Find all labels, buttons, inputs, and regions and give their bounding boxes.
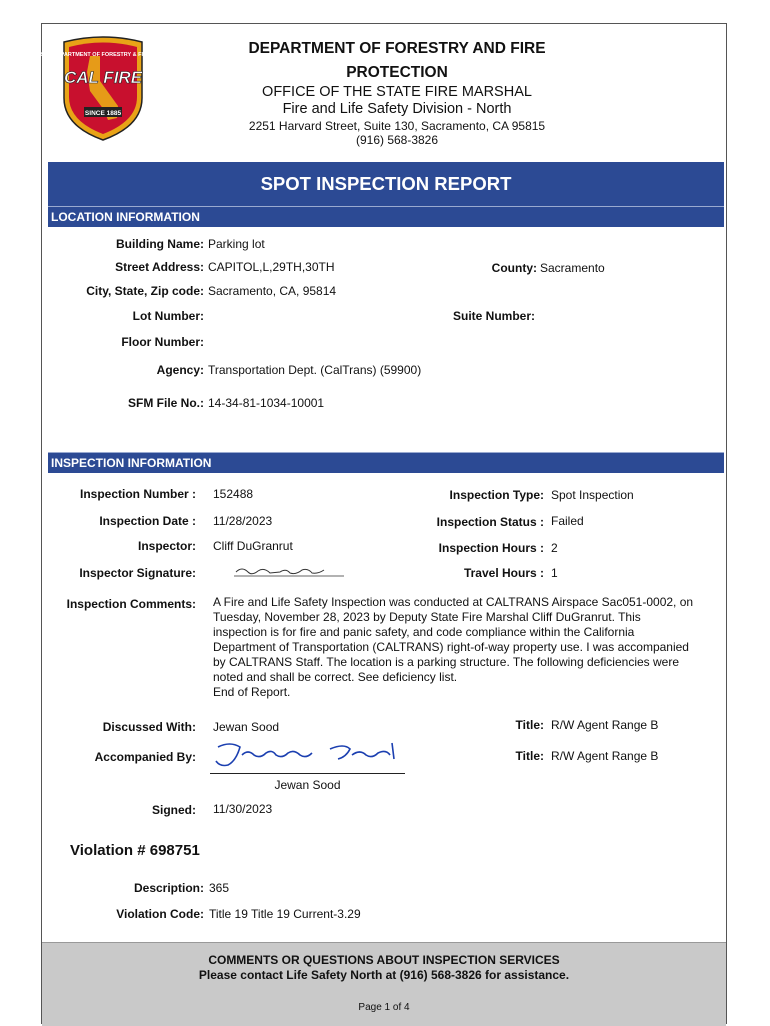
signed-label: Signed: <box>152 803 196 817</box>
street-address-label: Street Address: <box>115 260 204 274</box>
building-name-value: Parking lot <box>208 237 265 251</box>
signer-name: Jewan Sood <box>274 778 341 792</box>
comment-line: A Fire and Life Safety Inspection was conducted at CALTRANS Airspace Sac051-0002, on <box>213 595 694 609</box>
comment-line: by CALTRANS Staff. The location is a parking structure. The following deficiencies were <box>213 655 680 669</box>
inspection-section-header: INSPECTION INFORMATION <box>48 452 724 473</box>
title-value-1: R/W Agent Range B <box>551 718 659 732</box>
department-title-line2: PROTECTION <box>346 64 448 81</box>
accompanied-signature-image <box>210 739 405 773</box>
report-title: SPOT INSPECTION REPORT <box>48 162 724 206</box>
travel-hours-label: Travel Hours : <box>463 566 544 580</box>
travel-hours-value: 1 <box>551 566 558 580</box>
title-label-1: Title: <box>515 718 544 732</box>
comment-line: Department of Transportation (CALTRANS) right-of-way property use. I was accompanied <box>213 640 689 654</box>
violation-code-label: Violation Code: <box>116 907 204 921</box>
county-label: County: <box>491 261 537 275</box>
inspector-label: Inspector: <box>137 539 196 553</box>
inspection-comments-text <box>213 595 723 700</box>
inspection-number-value: 152488 <box>213 487 254 501</box>
building-name-label: Building Name: <box>115 237 204 251</box>
department-title-line1: DEPARTMENT OF FORESTRY AND FIRE <box>248 40 546 57</box>
lot-number-label: Lot Number: <box>132 309 204 323</box>
cal-fire-logo <box>17 36 189 142</box>
inspector-signature-label: Inspector Signature: <box>79 566 196 580</box>
discussed-with-label: Discussed With: <box>102 720 196 734</box>
footer-line1: COMMENTS OR QUESTIONS ABOUT INSPECTION SERVICES <box>208 953 560 967</box>
comment-line: noted and shall be correct. See deficiency list. <box>213 670 458 684</box>
inspector-signature-image <box>232 564 347 580</box>
logo-text-since: SINCE 1885 <box>84 110 122 117</box>
office-name: OFFICE OF THE STATE FIRE MARSHAL <box>262 84 532 100</box>
signature-line <box>210 773 405 774</box>
inspection-date-label: Inspection Date : <box>99 514 196 528</box>
city-state-zip-label: City, State, Zip code: <box>86 284 204 298</box>
discussed-with-value: Jewan Sood <box>213 720 280 734</box>
inspection-date-value: 11/28/2023 <box>213 514 273 528</box>
inspection-hours-label: Inspection Hours : <box>438 541 544 555</box>
violation-code-value: Title 19 Title 19 Current-3.29 <box>209 907 361 921</box>
title-value-2: R/W Agent Range B <box>551 749 659 763</box>
county-value: Sacramento <box>540 261 605 275</box>
street-address-value: CAPITOL,L,29TH,30TH <box>208 260 335 274</box>
footer-line2: Please contact Life Safety North at (916) 568-3826 for assistance. <box>198 968 570 982</box>
inspection-status-value: Failed <box>551 514 584 528</box>
footer <box>42 942 726 1026</box>
description-value: 365 <box>209 881 230 895</box>
agency-label: Agency: <box>156 363 204 377</box>
agency-value: Transportation Dept. (CalTrans) (59900) <box>208 363 422 377</box>
inspection-number-label: Inspection Number : <box>79 487 196 501</box>
office-phone: (916) 568-3826 <box>355 133 439 147</box>
logo-text-top: CALIFORNIA DEPARTMENT OF FORESTRY & FIRE PROTECTION <box>17 52 189 58</box>
floor-number-label: Floor Number: <box>121 335 204 349</box>
city-state-zip-value: Sacramento, CA, 95814 <box>208 284 337 298</box>
division-name: Fire and Life Safety Division - North <box>282 101 512 117</box>
location-section-header: LOCATION INFORMATION <box>48 206 724 227</box>
report-page <box>17 23 727 1024</box>
title-label-2: Title: <box>515 749 544 763</box>
comment-line: End of Report. <box>213 685 291 699</box>
sfm-file-label: SFM File No.: <box>128 396 204 410</box>
inspection-status-label: Inspection Status : <box>436 515 544 529</box>
violation-heading: Violation # 698751 <box>70 842 200 859</box>
signed-date: 11/30/2023 <box>213 802 273 816</box>
comment-line: inspection is for fire and panic safety, and code compliance within the California <box>213 625 635 639</box>
logo-text-main: CAL FIRE <box>63 68 143 87</box>
inspection-type-label: Inspection Type: <box>449 488 544 502</box>
suite-number-label: Suite Number: <box>452 309 535 323</box>
inspection-hours-value: 2 <box>551 541 558 555</box>
page-number: Page 1 of 4 <box>358 1002 410 1013</box>
inspection-type-value: Spot Inspection <box>551 488 634 502</box>
inspector-value: Cliff DuGranrut <box>213 539 293 553</box>
accompanied-by-label: Accompanied By: <box>94 750 196 764</box>
comment-line: Tuesday, November 28, 2023 by Deputy State Fire Marshal Cliff DuGranrut. This <box>213 610 641 624</box>
office-address: 2251 Harvard Street, Suite 130, Sacramento, CA 95815 <box>248 119 546 133</box>
sfm-file-value: 14-34-81-1034-10001 <box>208 396 325 410</box>
inspection-comments-label: Inspection Comments: <box>66 597 196 611</box>
description-label: Description: <box>133 881 204 895</box>
